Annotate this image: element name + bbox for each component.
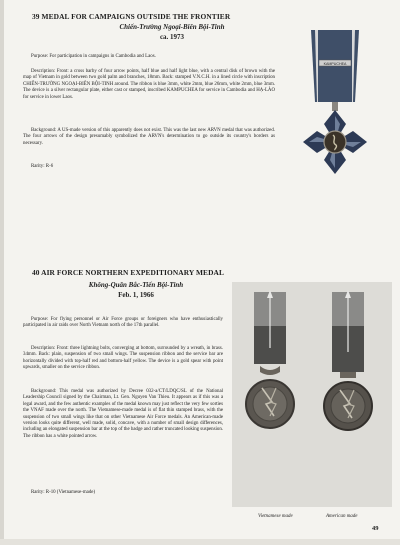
section-39-date: ca. 1973: [159, 33, 185, 41]
page-number: 49: [372, 525, 379, 532]
medal-39-photo: [290, 24, 380, 202]
section-40-rarity: Rarity: R-10 (Vietnamese-made): [31, 490, 96, 495]
section-40-date: Feb. 1, 1966: [118, 291, 154, 299]
section-40-purpose: Purpose: For flying personnel or Air Force groups or foreigners who have enthusiastically participated in air raids over North Vietnam north of the 17th parallel.: [23, 317, 223, 329]
medal-40-image: [232, 282, 392, 507]
section-39-description: Description: Front: a cross barby of four arrow points, half blue and half light blue, with a central disk of brown with the map of Vietnam in gold between two gold palm and branches, 18mm. Back: stamped V.N.C.H. in a lined circle with inscription CHIẾN-TRƯỜNG NGOẠI-BIÊN BỘI-TINH around. The ribbon is blue 3mm, white 2mm, blue 26mm, white 2mm, blue 3mm. The device is a silver rectangular plate, either cast or stamped, inscribed KAMPUCHEA for service in Cambodia and HẠ-LÀO for service in lower Laos.: [23, 69, 275, 100]
medal-39-image: [290, 24, 380, 202]
section-40-description: Description: Front: three lightning bolts, converging at bottom, surrounded by a wreath, in brass. 34mm. Back: plain, suspension of two small wings. The suspension ribbon and the service bar are horizontally divided with top-half red and bottom-half yellow. The device is a gold spear with point upwards, smaller on the service ribbon.: [23, 346, 223, 371]
section-39-background: Background: A US-made version of this apparently does not exist. This was the last new ARVN medal that was authorized. The four arrows of the design presumably symbolized the ARVN's determination to go outside its country's borders as necessary.: [23, 128, 275, 146]
page-bottom-edge: [0, 539, 400, 545]
caption-vietnamese-made: Vietnamese made: [258, 514, 293, 519]
medal-40-vietnamese-made: [246, 290, 294, 428]
section-40-heading: 40 AIR FORCE NORTHERN EXPEDITIONARY MEDAL: [32, 268, 224, 277]
page-edge-shadow: [0, 0, 4, 545]
medal-39-device-text: KAMPUCHEA: [323, 61, 347, 66]
medal-40-photo-panel: [232, 282, 392, 507]
section-40-background: Background: This medal was authorized by Decree 032-a/CT/LDQC/SL of the National Leadership Council signed by the Chairman, Lt. Gen. Nguyen Van Thieu. It appears as if this was a legal award, and the few authentic examples of the medal known may just reflect the very few sorties the VNAF made over the north. The Vietnamese-made medal is of flat thin stamped brass, with the suspension of two small wings like that on other Vietnamese Air Force medals. An American-made version looks quite different, well made, solid, concave, with a number of small design differences, including an elongated suspension bar at the top of the badge and rather truncated looking suspension. The ribbon has a white pointed arrow.: [23, 389, 223, 439]
section-39-purpose: Purpose: For participation in campaigns in Cambodia and Laos.: [31, 54, 156, 59]
section-39-subtitle: Chiến-Trường Ngoại-Biên Bội-Tinh: [119, 23, 225, 31]
medal-39-cross: [303, 110, 367, 174]
section-40-subtitle: Không-Quân Bắc-Tiến Bội-Tinh: [88, 281, 184, 289]
caption-american-made: American made: [326, 514, 358, 519]
medal-40-american-made: [324, 290, 372, 430]
section-39-heading: 39 MEDAL FOR CAMPAIGNS OUTSIDE THE FRONTIER: [32, 12, 231, 21]
section-39-rarity: Rarity: R-6: [31, 164, 54, 169]
